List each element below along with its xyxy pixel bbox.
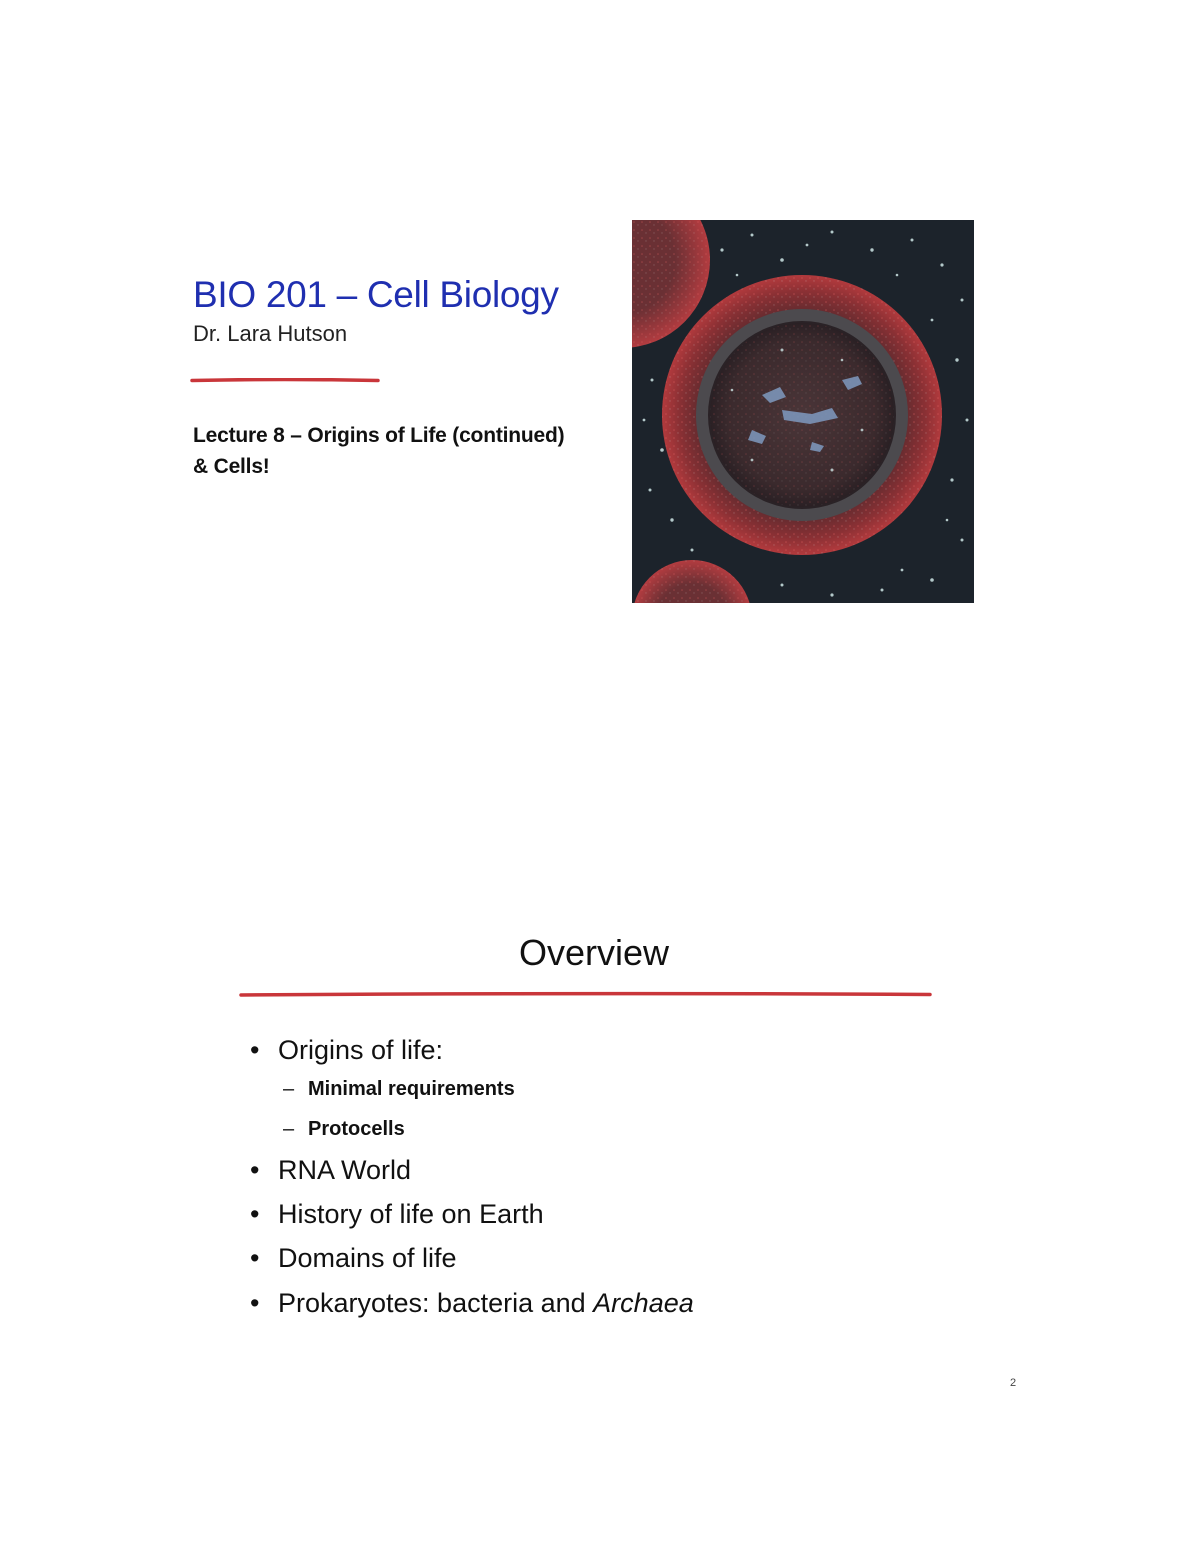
protocell-image	[632, 220, 974, 603]
sub-list-item-text: Protocells	[308, 1118, 405, 1140]
slide-title: Overview	[518, 932, 670, 973]
overview-divider	[238, 991, 933, 998]
instructor-name: Dr. Lara Hutson	[193, 321, 348, 346]
bullet-icon: •	[250, 1035, 260, 1065]
lecture-title-line-1: Lecture 8 – Origins of Life (continued)	[193, 424, 565, 447]
list-item-text: RNA World	[278, 1155, 412, 1185]
list-item	[250, 1035, 443, 1066]
protocell-illustration	[632, 220, 974, 603]
list-item	[250, 1288, 694, 1319]
bullet-icon: •	[250, 1243, 260, 1273]
course-title: BIO 201 – Cell Biology	[193, 274, 559, 315]
list-item-text: Domains of life	[278, 1243, 457, 1273]
title-divider	[190, 378, 380, 383]
bullet-icon: •	[250, 1199, 260, 1229]
list-item	[250, 1199, 544, 1230]
list-item	[250, 1243, 457, 1274]
list-item-text: Origins of life:	[278, 1035, 444, 1065]
page-number: 2	[1010, 1377, 1017, 1389]
sub-list-item	[283, 1118, 405, 1141]
lecture-title	[193, 420, 613, 482]
dash-icon: –	[283, 1078, 295, 1100]
list-item-italic-text: Archaea	[593, 1288, 694, 1318]
bullet-icon: •	[250, 1155, 260, 1185]
dash-icon: –	[283, 1118, 295, 1140]
list-item-text: Prokaryotes: bacteria and	[278, 1288, 594, 1318]
list-item	[250, 1155, 411, 1186]
bullet-icon: •	[250, 1288, 260, 1318]
lecture-title-line-2: & Cells!	[193, 455, 270, 478]
sub-list-item	[283, 1078, 515, 1101]
sub-list-item-text: Minimal requirements	[308, 1078, 515, 1100]
list-item-text: History of life on Earth	[278, 1199, 544, 1229]
